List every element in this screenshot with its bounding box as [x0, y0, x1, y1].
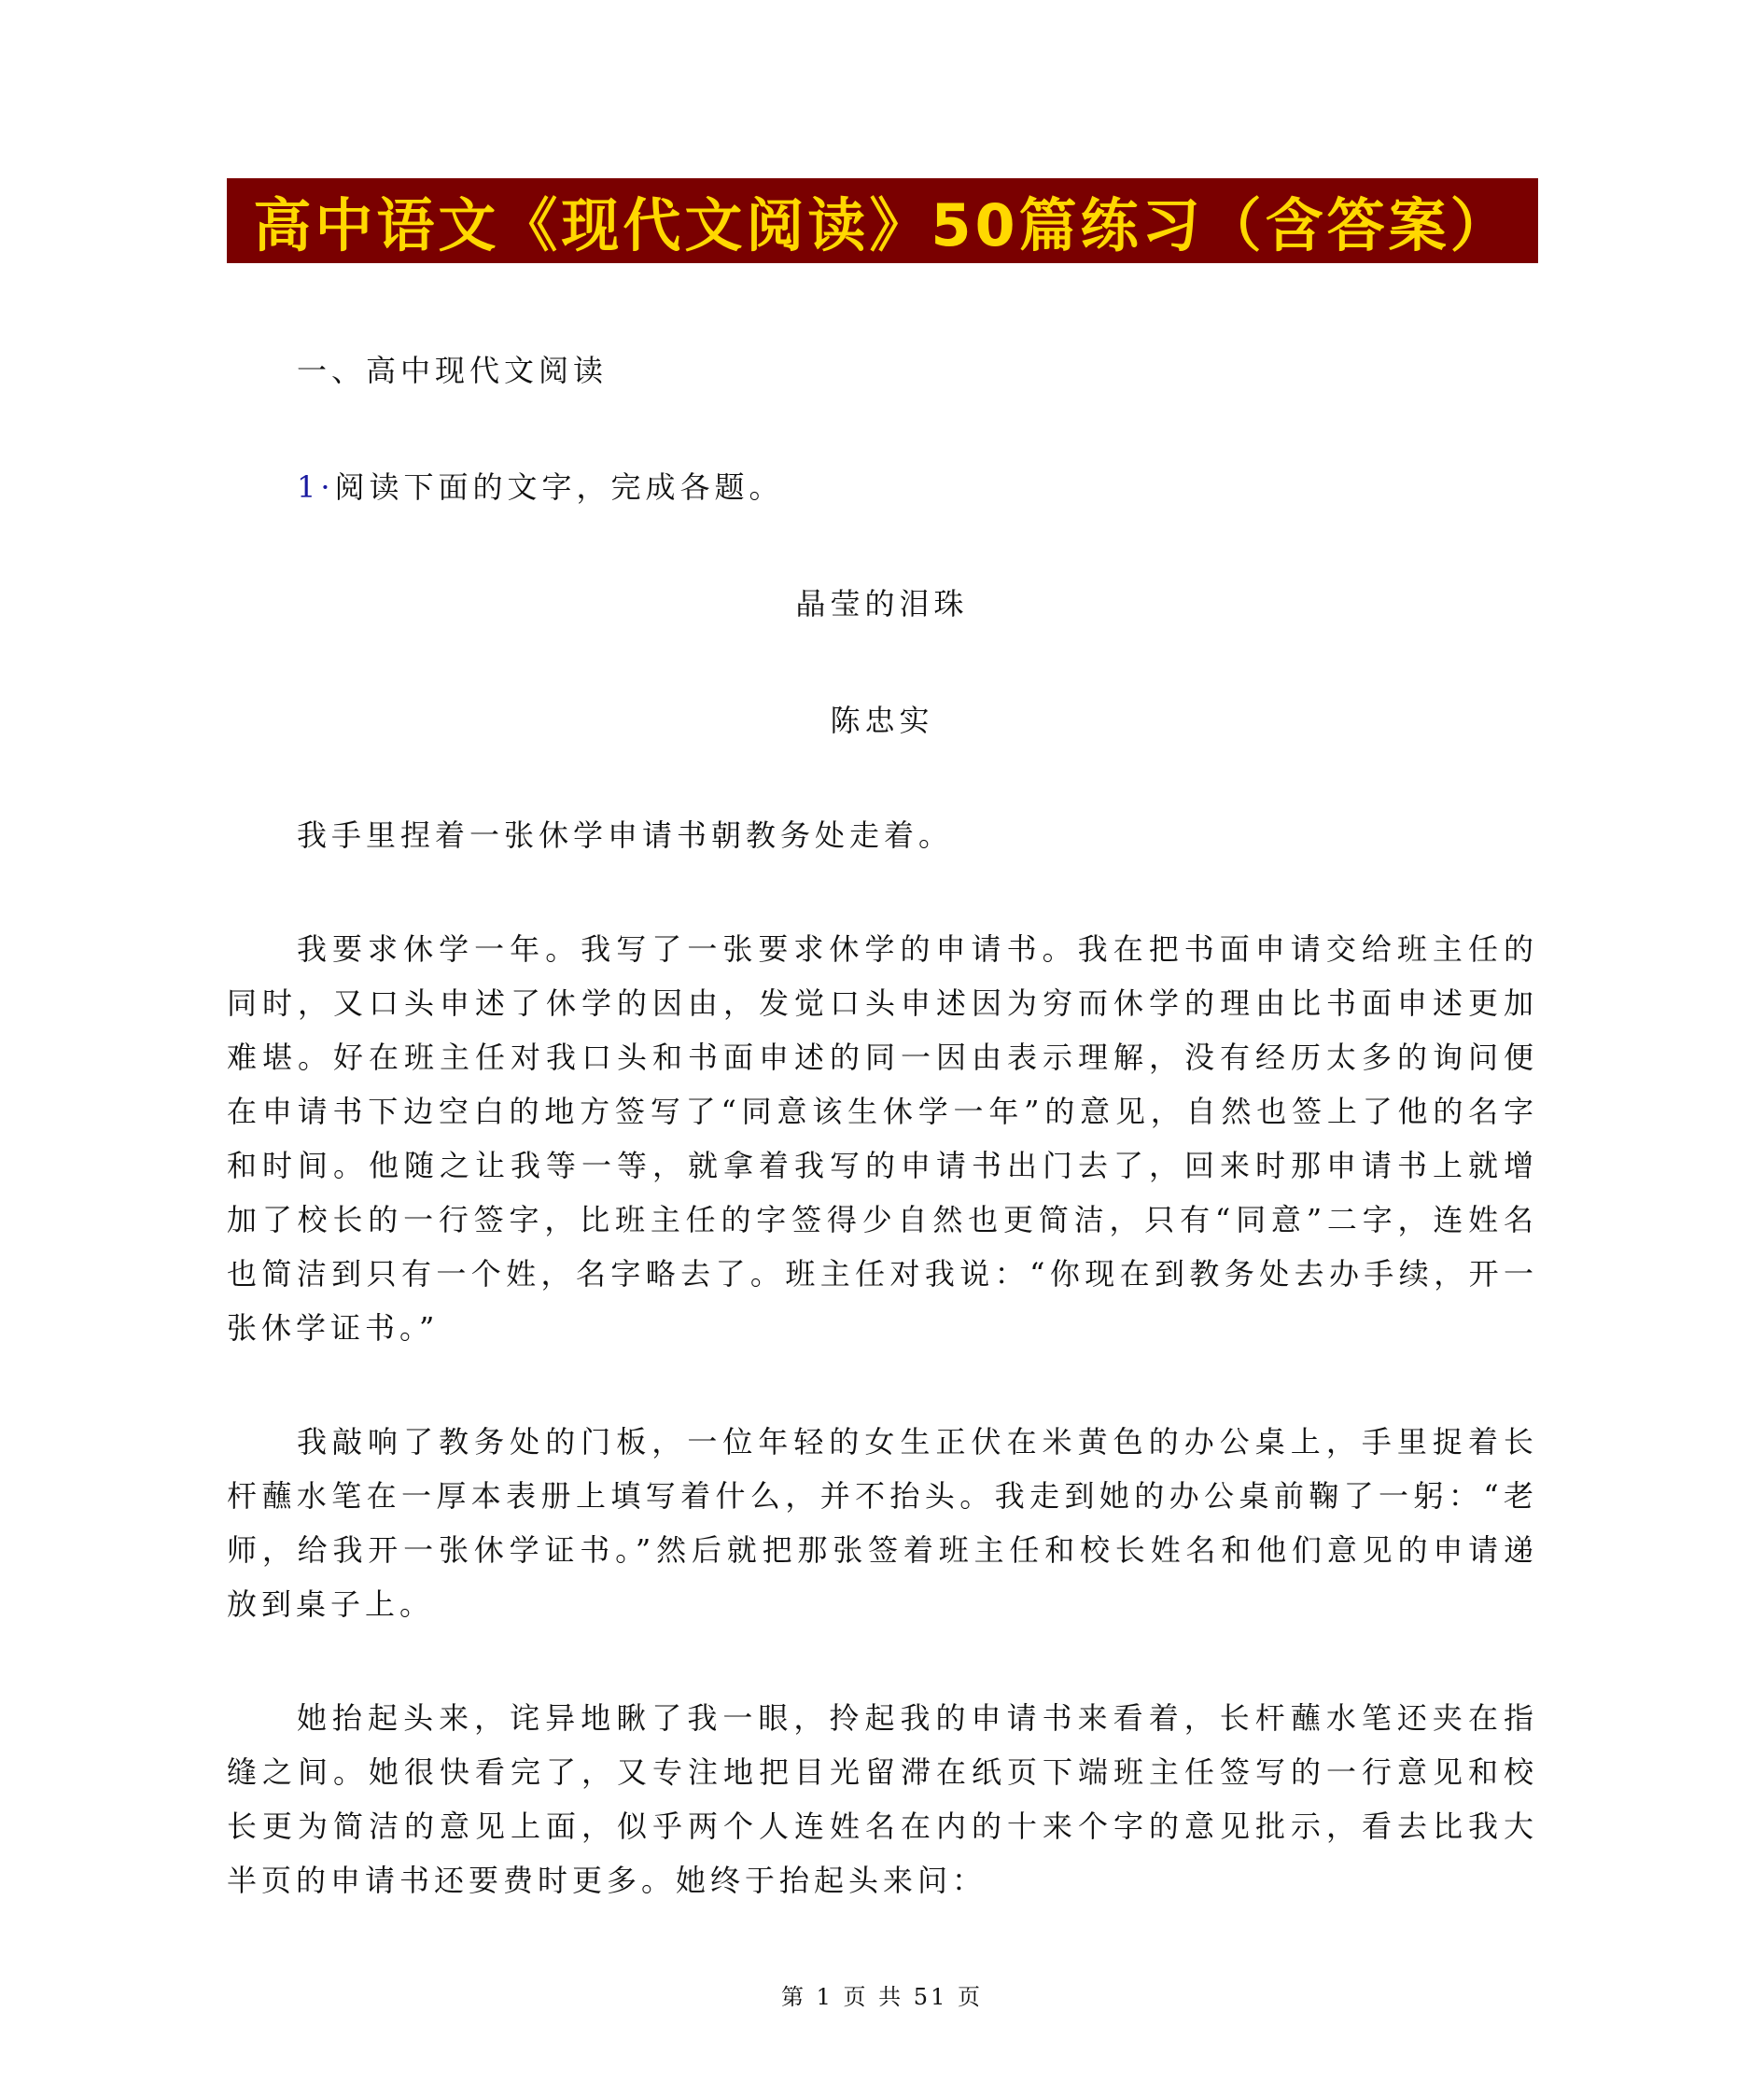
section-heading: 一、高中现代文阅读	[297, 353, 609, 388]
article-title: 晶莹的泪珠	[795, 586, 969, 622]
question-line	[297, 464, 784, 507]
article-author: 陈忠实	[830, 703, 934, 738]
question-number: 1	[297, 469, 321, 505]
article-paragraph: 她抬起头来，诧异地瞅了我一眼，拎起我的申请书来看着，长杆蘸水笔还夹在指缝之间。她很快看完了，又专注地把目光留滞在纸页下端班主任签写的一行意见和校长更为简洁的意见上面，似乎两个人连姓名在内的十来个字的意见批示，看去比我大半页的申请书还要费时更多。她终于抬起头来问：	[227, 1700, 1538, 1898]
article-paragraph: 我敲响了教务处的门板，一位年轻的女生正伏在米黄色的办公桌上，手里捉着长杆蘸水笔在一厚本表册上填写着什么，并不抬头。我走到她的办公桌前鞠了一躬：“老师，给我开一张休学证书。”然后就把那张签着班主任和校长姓名和他们意见的申请递放到桌子上。	[227, 1424, 1538, 1622]
question-prompt: 阅读下面的文字，完成各题。	[334, 469, 784, 505]
page-footer: 第 1 页 共 51 页	[781, 1984, 983, 2010]
question-separator: ·	[320, 469, 335, 505]
title-banner	[227, 178, 1538, 263]
article-paragraph: 我手里捏着一张休学申请书朝教务处走着。	[297, 817, 954, 853]
article-paragraph: 我要求休学一年。我写了一张要求休学的申请书。我在把书面申请交给班主任的同时，又口头申述了休学的因由，发觉口头申述因为穷而休学的理由比书面申述更加难堪。好在班主任对我口头和书面申述的同一因由表示理解，没有经历太多的询问便在申请书下边空白的地方签写了“同意该生休学一年”的意见，自然也签上了他的名字和时间。他随之让我等一等，就拿着我写的申请书出门去了，回来时那申请书上就增加了校长的一行签字，比班主任的字签得少自然也更简洁，只有“同意”二字，连姓名也简洁到只有一个姓，名字略去了。班主任对我说：“你现在到教务处去办手续，开一张休学证书。”	[227, 931, 1538, 1346]
document-title: 高中语文《现代文阅读》50篇练习（含答案）	[253, 191, 1512, 259]
